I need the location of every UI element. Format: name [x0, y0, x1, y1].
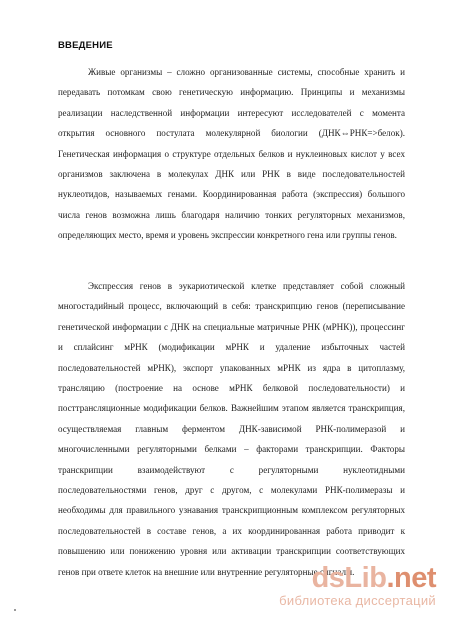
watermark: [279, 563, 436, 609]
watermark-logo: [279, 563, 436, 593]
watermark-logo-main: dsLib: [311, 562, 387, 594]
paragraph-expression: Экспрессия генов в эукариотической клетке представляет собой сложный многостадийный процесс, включающий в себя: транскрипцию генов (переписывание генетической информации с ДНК на специальные матричные РНК (мРНК)), процессинг и сплайсинг мРНК (модификации мРНК и удаление избыточных частей последовательностей мРНК), экспорт упакованных мРНК из ядра в цитоплазму, трансляцию (построение на основе мРНК белковой последовательности) и посттрансляционные модификации белков. Важнейшим этапом является транскрипция, осуществляемая главным ферментом ДНК-зависимой РНК-полимеразой и многочисленными регуляторными белками – факторами транскрипции. Факторы транскрипции взаимодействуют с регуляторными нуклеотидными последовательностями генов, друг с другом, с молекулами РНК-полимеразы и необходимы для правильного узнавания транскрипционным комплексом регуляторных последовательностей в составе генов, а их координированная работа приводит к повышению или понижению уровня или активации транскрипции соответствующих генов при ответе клеток на внешние или внутренние регуляторные сигналы.: [58, 281, 405, 577]
paragraph-intro: Живые организмы – сложно организованные системы, способные хранить и передавать потомкам свою генетическую информацию. Принципы и механизмы реализации наследственной информации интересуют исследователей с момента открытия основного постулата молекулярной биологии (ДНК⇔РНК=>белок). Генетическая информация о структуре отдельных белков и нуклеиновых кислот у всех организмов заключена в молекулах ДНК или РНК в виде последовательностей нуклеотидов, называемых генами. Координированная работа (экспрессия) большого числа генов возможна лишь благодаря наличию тонких регуляторных механизмов, определяющих место, время и уровень экспрессии конкретного гена или группы генов.: [58, 67, 405, 241]
page-speck: [14, 609, 16, 611]
section-heading: ВВЕДЕНИЕ: [58, 40, 113, 51]
watermark-subtitle: библиотека диссертаций: [279, 593, 436, 608]
watermark-logo-suffix: .net: [386, 562, 436, 594]
